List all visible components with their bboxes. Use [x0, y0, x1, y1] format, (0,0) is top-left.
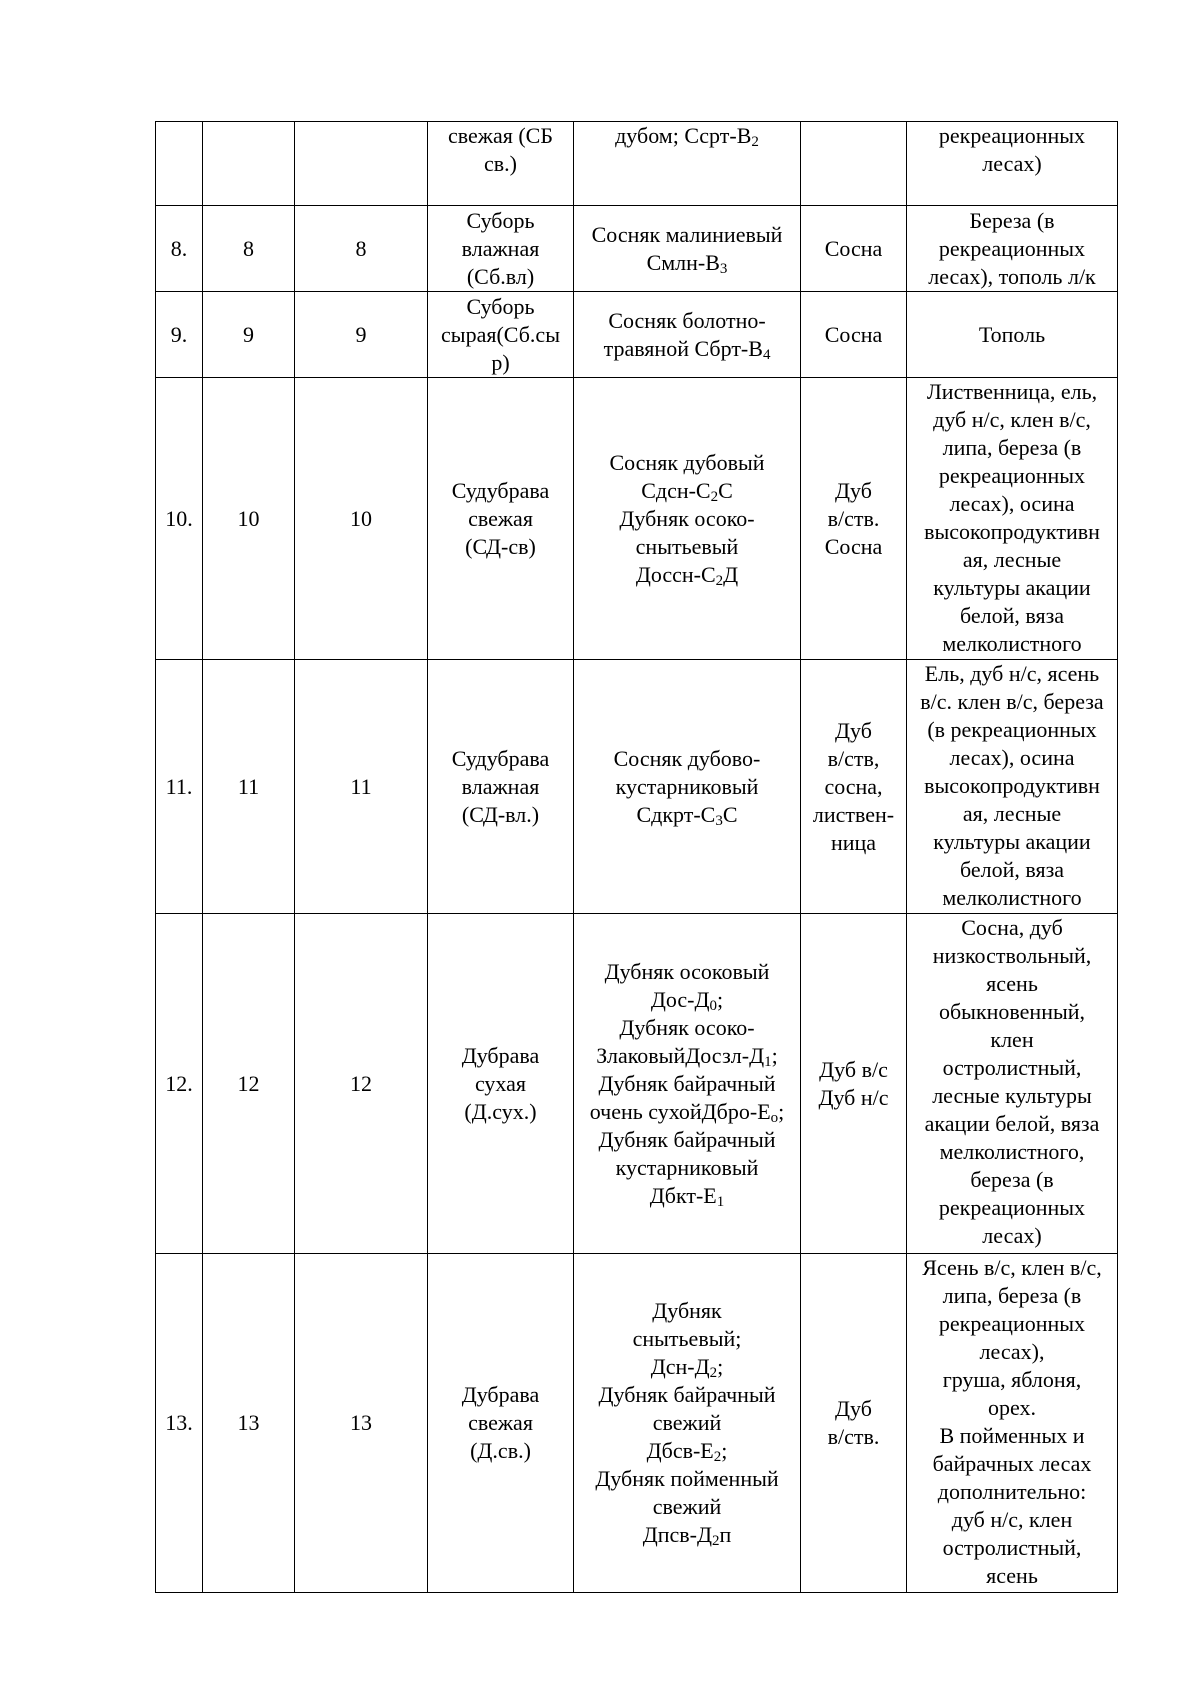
text-segment: дубом; Сср — [615, 123, 720, 148]
additional-species-cell-line: мелколистного, — [939, 1139, 1085, 1164]
forest-type-cell — [574, 122, 801, 206]
additional-species-cell-line: ясень — [986, 1563, 1038, 1588]
additional-species-cell-line: Ясень в/с, клен в/с, — [922, 1255, 1102, 1280]
additional-species-cell-line: Тополь — [978, 321, 1046, 347]
additional-species-cell-line: остролистный, — [942, 1535, 1082, 1560]
text-segment: Дсн-Д — [650, 1354, 710, 1379]
forest-type-cell — [574, 660, 801, 914]
site-type-cell-line: (СД-вл.) — [461, 801, 540, 827]
text-segment: свежий — [652, 1494, 722, 1519]
forest-type-line — [578, 986, 796, 1014]
forest-type-line — [578, 1014, 796, 1042]
row-number-cell: 11. — [156, 660, 203, 914]
site-type-cell-line: св.) — [484, 151, 517, 176]
main-species-cell-line: Сосна — [824, 235, 883, 261]
main-species-cell-line: Дуб — [835, 477, 872, 503]
text-segment: ЗлаковыйДосзл-Д — [596, 1042, 765, 1068]
site-type-cell — [428, 1254, 574, 1593]
site-type-cell-line: влажная — [461, 235, 540, 261]
text-segment: Дубняк — [652, 1298, 722, 1323]
forest-type-line — [578, 307, 796, 335]
subscript: 4 — [762, 346, 771, 363]
text-segment: Дубняк осоковый — [604, 958, 770, 984]
row-number-cell: 13. — [156, 1254, 203, 1593]
site-type-cell-line: Суборь — [466, 207, 535, 233]
site-type-cell-line: сырая(Сб.сы — [441, 321, 560, 347]
forest-type-line — [578, 1409, 796, 1437]
additional-species-cell-line: ясень — [986, 971, 1038, 996]
forest-type-line — [578, 477, 796, 505]
main-species-cell — [801, 206, 907, 292]
site-type-cell-line: (Сб.вл) — [466, 263, 535, 289]
text-segment: Дубняк байрачный — [598, 1382, 776, 1407]
subscript: 2 — [711, 1533, 720, 1549]
text-segment: Сдкрт-С — [636, 801, 716, 827]
forest-type-cell — [574, 292, 801, 378]
main-species-cell-line: Дуб — [835, 717, 872, 743]
subscript: 2 — [715, 572, 724, 589]
code-cell: 10 — [295, 378, 428, 660]
code-cell: 11 — [295, 660, 428, 914]
table-row — [156, 206, 1118, 292]
main-species-cell-line: Дуб н/с — [818, 1084, 889, 1110]
forest-type-line — [578, 1381, 796, 1409]
forest-type-line — [578, 122, 796, 150]
additional-species-cell-line: липа, береза (в — [942, 1283, 1082, 1308]
text-segment: травяной Сбрт-В — [603, 335, 763, 361]
site-type-cell-line: Судубрава — [451, 477, 550, 503]
additional-species-cell-line: лесные культуры — [932, 1083, 1092, 1108]
forest-type-line — [578, 561, 796, 589]
row-number-cell — [156, 122, 203, 206]
site-type-cell-line: (Д.св.) — [470, 1438, 531, 1463]
forest-type-line — [578, 1521, 796, 1549]
main-species-cell-line: Сосна — [824, 533, 883, 559]
forest-type-cell — [574, 378, 801, 660]
forest-type-line — [578, 505, 796, 533]
site-type-cell-line: свежая (СБ — [447, 123, 553, 148]
additional-species-cell — [907, 378, 1118, 660]
main-species-cell-line: Дуб — [835, 1396, 872, 1421]
additional-species-cell-line: остролистный, — [942, 1055, 1082, 1080]
additional-species-cell-line: дополнительно: — [937, 1479, 1087, 1504]
subscript: 2 — [709, 1365, 718, 1381]
additional-species-cell-line: лесах) — [982, 151, 1042, 176]
additional-species-cell-line: байрачных лесах — [932, 1451, 1092, 1476]
code-cell: 8 — [203, 206, 295, 292]
text-segment: Сосняк болотно- — [608, 307, 766, 333]
text-segment: Смлн-В — [646, 249, 720, 275]
text-segment: снытьевый; — [632, 1326, 742, 1351]
forest-type-cell — [574, 1254, 801, 1593]
text-segment: Сосняк малиниевый — [591, 221, 783, 247]
additional-species-cell-line: белой, вяза — [959, 603, 1065, 628]
subscript: 2 — [713, 1449, 722, 1465]
additional-species-cell-line: (в рекреационных — [927, 717, 1097, 742]
site-type-cell — [428, 660, 574, 914]
text-segment: С — [722, 801, 738, 827]
forest-type-line — [578, 249, 796, 277]
subscript: 1 — [764, 1053, 772, 1070]
main-species-cell — [801, 292, 907, 378]
row-number-cell: 12. — [156, 914, 203, 1254]
forest-type-line — [578, 1182, 796, 1210]
table-body — [156, 122, 1118, 1593]
site-type-cell-line: Судубрава — [451, 745, 550, 771]
additional-species-cell-line: Сосна, дуб — [961, 915, 1063, 940]
code-cell — [203, 122, 295, 206]
subscript: о — [770, 1109, 779, 1126]
code-cell: 12 — [203, 914, 295, 1254]
text-segment: ; — [717, 1354, 724, 1379]
table-row — [156, 122, 1118, 206]
additional-species-cell-line: груша, яблоня, — [942, 1367, 1082, 1392]
additional-species-cell-line: рекреационных — [938, 463, 1086, 488]
additional-species-cell — [907, 292, 1118, 378]
additional-species-cell-line: дуб н/с, клен — [951, 1507, 1073, 1532]
additional-species-cell-line: В пойменных и — [939, 1423, 1085, 1448]
forest-type-line — [578, 773, 796, 801]
additional-species-cell-line: клен — [990, 1027, 1034, 1052]
additional-species-cell — [907, 914, 1118, 1254]
main-species-cell — [801, 122, 907, 206]
main-species-cell — [801, 660, 907, 914]
site-type-cell-line: Дубрава — [461, 1042, 540, 1068]
main-species-cell — [801, 1254, 907, 1593]
text-segment: Дубняк осоко- — [619, 1014, 755, 1040]
text-segment: Дубняк байрачный — [598, 1070, 776, 1096]
text-segment: ; — [771, 1042, 778, 1068]
forest-type-line — [578, 1297, 796, 1325]
table-row — [156, 378, 1118, 660]
code-cell: 9 — [203, 292, 295, 378]
forest-type-cell — [574, 914, 801, 1254]
site-type-cell-line: влажная — [461, 773, 540, 799]
subscript: 1 — [716, 1193, 725, 1210]
additional-species-cell-line: обыкновенный, — [938, 999, 1086, 1024]
subscript: 3 — [719, 260, 728, 277]
main-species-cell — [801, 914, 907, 1254]
text-segment: снытьевый — [635, 533, 739, 559]
text-segment: Доссн-С — [635, 561, 716, 587]
main-species-cell-line: сосна, — [824, 773, 883, 799]
main-species-cell-line: в/ств. — [827, 505, 880, 531]
table-row — [156, 660, 1118, 914]
additional-species-cell — [907, 122, 1118, 206]
additional-species-cell-line: высокопродуктивн — [924, 519, 1100, 544]
site-type-cell — [428, 378, 574, 660]
text-segment: Сдсн-С — [641, 477, 711, 503]
additional-species-cell-line: рекреационных — [938, 235, 1086, 261]
additional-species-cell — [907, 1254, 1118, 1593]
text-segment: очень сухойДбро-Е — [589, 1098, 771, 1124]
additional-species-cell-line: Береза (в — [969, 207, 1055, 233]
forest-type-line — [578, 1493, 796, 1521]
additional-species-cell-line: Лиственница, ель, — [926, 379, 1098, 404]
text-segment: т-В — [719, 123, 752, 148]
forest-type-table — [155, 121, 1118, 1593]
additional-species-cell-line: рекреационных — [938, 1195, 1086, 1220]
forest-type-line — [578, 1465, 796, 1493]
code-cell — [295, 122, 428, 206]
code-cell: 9 — [295, 292, 428, 378]
additional-species-cell-line: береза (в — [970, 1167, 1054, 1192]
code-cell: 13 — [295, 1254, 428, 1593]
code-cell: 8 — [295, 206, 428, 292]
main-species-cell-line: в/ств, — [827, 745, 880, 771]
text-segment: п — [719, 1522, 732, 1547]
row-number-cell: 9. — [156, 292, 203, 378]
additional-species-cell-line: лесах), тополь л/к — [928, 263, 1096, 289]
text-segment: Д — [723, 561, 739, 587]
subscript: 2 — [710, 488, 719, 505]
additional-species-cell-line: рекреационных — [938, 123, 1086, 148]
forest-type-line — [578, 1154, 796, 1182]
text-segment: ; — [778, 1098, 785, 1124]
forest-type-line — [578, 801, 796, 829]
text-segment: Дбсв-Е — [646, 1438, 714, 1463]
site-type-cell — [428, 122, 574, 206]
site-type-cell-line: Суборь — [466, 293, 535, 319]
additional-species-cell-line: лесах), осина — [949, 491, 1075, 516]
main-species-cell — [801, 378, 907, 660]
forest-type-line — [578, 1070, 796, 1098]
additional-species-cell-line: мелколистного — [942, 885, 1082, 910]
additional-species-cell — [907, 206, 1118, 292]
additional-species-cell-line: культуры акации — [933, 575, 1091, 600]
additional-species-cell-line: лесах), осина — [949, 745, 1075, 770]
additional-species-cell-line: акации белой, вяза — [924, 1111, 1100, 1136]
forest-type-line — [578, 958, 796, 986]
forest-type-line — [578, 1126, 796, 1154]
row-number-cell: 10. — [156, 378, 203, 660]
main-species-cell-line: Дуб в/с — [819, 1056, 888, 1082]
main-species-cell-line: Сосна — [824, 321, 883, 347]
site-type-cell-line: р) — [491, 349, 510, 375]
code-cell: 11 — [203, 660, 295, 914]
text-segment: Дубняк байрачный — [598, 1126, 776, 1152]
text-segment: С — [718, 477, 733, 503]
main-species-cell-line: ница — [830, 829, 877, 855]
forest-type-line — [578, 1325, 796, 1353]
additional-species-cell-line: ая, лесные — [962, 801, 1062, 826]
site-type-cell-line: сухая — [474, 1070, 527, 1096]
code-cell: 10 — [203, 378, 295, 660]
forest-type-line — [578, 335, 796, 363]
additional-species-cell-line: рекреационных — [938, 1311, 1086, 1336]
additional-species-cell-line: ая, лесные — [962, 547, 1062, 572]
text-segment: Дубняк пойменный — [595, 1466, 779, 1491]
additional-species-cell-line: белой, вяза — [959, 857, 1065, 882]
additional-species-cell — [907, 660, 1118, 914]
text-segment: Дос-Д — [650, 986, 710, 1012]
forest-type-line — [578, 745, 796, 773]
additional-species-cell-line: низкоствольный, — [932, 943, 1092, 968]
additional-species-cell-line: орех. — [988, 1395, 1036, 1420]
site-type-cell — [428, 206, 574, 292]
text-segment: Дпсв-Д — [642, 1522, 712, 1547]
forest-type-line — [578, 533, 796, 561]
text-segment: ; — [717, 986, 724, 1012]
site-type-cell — [428, 292, 574, 378]
text-segment: Дбкт-Е — [649, 1182, 717, 1208]
table-row — [156, 292, 1118, 378]
site-type-cell-line: свежая — [468, 1410, 533, 1435]
additional-species-cell-line: лесах) — [982, 1223, 1042, 1248]
forest-type-line — [578, 1353, 796, 1381]
text-segment: кустарниковый — [615, 1154, 759, 1180]
text-segment: Дубняк осоко- — [619, 505, 755, 531]
additional-species-cell-line: культуры акации — [933, 829, 1091, 854]
forest-type-line — [578, 221, 796, 249]
text-segment: ; — [721, 1438, 728, 1463]
site-type-cell — [428, 914, 574, 1254]
site-type-cell-line: Дубрава — [461, 1382, 540, 1407]
additional-species-cell-line: лесах), — [979, 1339, 1045, 1364]
text-segment: Сосняк дубовый — [609, 449, 765, 475]
subscript: 3 — [715, 812, 723, 829]
row-number-cell: 8. — [156, 206, 203, 292]
subscript: 0 — [709, 997, 718, 1014]
forest-type-line — [578, 1042, 796, 1070]
forest-type-line — [578, 449, 796, 477]
code-cell: 12 — [295, 914, 428, 1254]
additional-species-cell-line: липа, береза (в — [942, 435, 1082, 460]
additional-species-cell-line: дуб н/с, клен в/с, — [933, 407, 1091, 432]
forest-type-line — [578, 1098, 796, 1126]
main-species-cell-line: листвен- — [812, 801, 895, 827]
table-row — [156, 1254, 1118, 1593]
subscript: 2 — [751, 134, 759, 150]
code-cell: 13 — [203, 1254, 295, 1593]
site-type-cell-line: (СД-св) — [465, 533, 536, 559]
table-row — [156, 914, 1118, 1254]
additional-species-cell-line: мелколистного — [942, 631, 1082, 656]
site-type-cell-line: (Д.сух.) — [464, 1098, 537, 1124]
additional-species-cell-line: высокопродуктивн — [924, 773, 1100, 798]
site-type-cell-line: свежая — [468, 505, 533, 531]
forest-type-line — [578, 1437, 796, 1465]
additional-species-cell-line: Ель, дуб н/с, ясень — [924, 661, 1100, 686]
forest-type-cell — [574, 206, 801, 292]
text-segment: свежий — [652, 1410, 722, 1435]
main-species-cell-line: в/ств. — [827, 1424, 880, 1449]
text-segment: Сосняк дубово- — [613, 745, 761, 771]
additional-species-cell-line: в/с. клен в/с, береза — [920, 689, 1104, 714]
text-segment: кустарниковый — [615, 773, 759, 799]
